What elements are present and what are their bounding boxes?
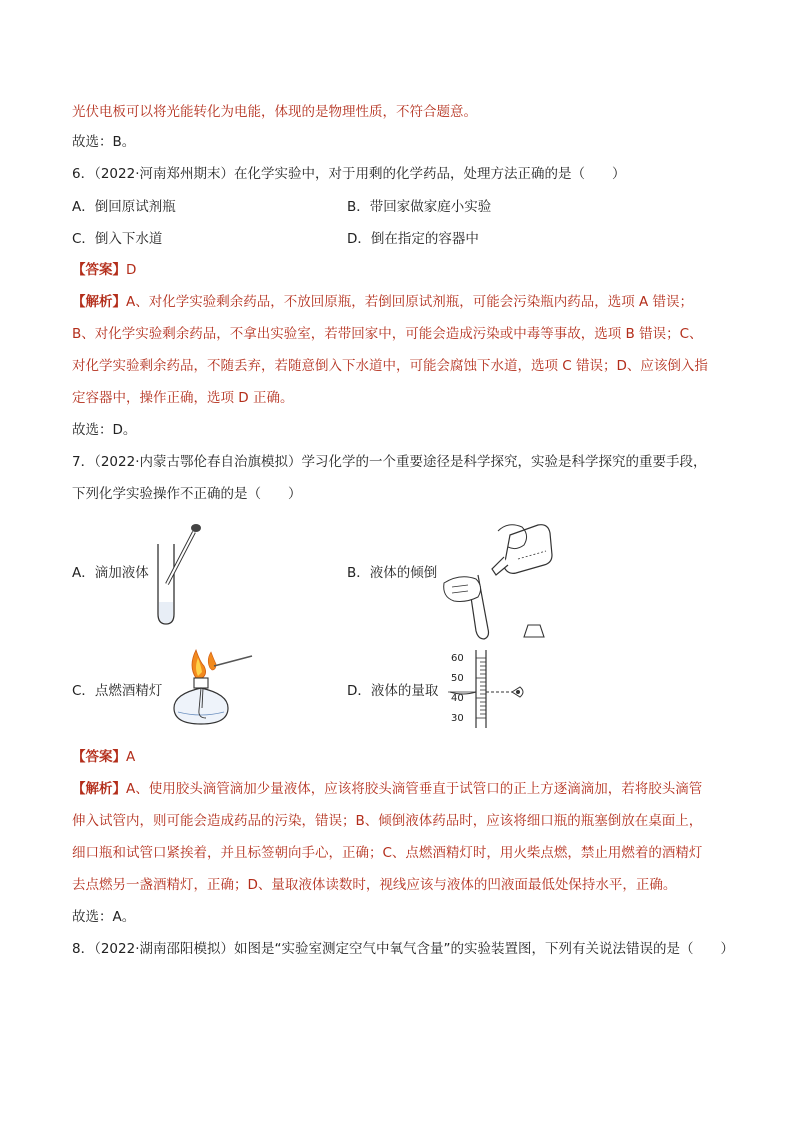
q7-analysis-line-3: 细口瓶和试管口紧挨着，并且标签朝向手心，正确；C、点燃酒精灯时，用火柴点燃，禁止用燃着的酒精灯	[72, 845, 703, 861]
prev-analysis-line: 光伏电板可以将光能转化为电能，体现的是物理性质，不符合题意。	[72, 104, 477, 120]
q6-option-c: C．倒入下水道	[72, 231, 163, 247]
q6-analysis-text-1: A、对化学实验剩余药品，不放回原瓶，若倒回原试剂瓶，可能会污染瓶内药品，选项 A 错误；	[126, 294, 694, 310]
q7-choose: 故选：A。	[72, 909, 136, 925]
q6-analysis-label: 【解析】	[72, 294, 126, 310]
q6-option-a: A．倒回原试剂瓶	[72, 199, 176, 215]
q6-analysis-line-3: 对化学实验剩余药品，不随丢弃，若随意倒入下水道中，可能会腐蚀下水道，选项 C 错误；D、应该倒入指	[72, 358, 708, 374]
q7-stem-line-2: 下列化学实验操作不正确的是（ ）	[72, 486, 302, 502]
q7-answer-label: 【答案】	[72, 749, 126, 765]
q6-option-d: D．倒在指定的容器中	[347, 231, 479, 247]
prev-choose: 故选：B。	[72, 134, 136, 150]
q7-analysis-line-1	[72, 779, 702, 799]
cylinder-tick-40: 40	[451, 693, 464, 704]
q6-answer	[72, 260, 136, 280]
q7-analysis-text-1: A、使用胶头滴管滴加少量液体，应该将胶头滴管垂直于试管口的正上方逐滴滴加，若将胶头滴管	[126, 781, 703, 797]
q6-choose: 故选：D。	[72, 422, 137, 438]
q6-stem: 6．（2022·河南郑州期末）在化学实验中，对于用剩的化学药品，处理方法正确的是（ ）	[72, 166, 626, 182]
pouring-liquid-figure	[438, 517, 553, 645]
q7-answer	[72, 747, 135, 767]
q7-analysis-line-4: 去点燃另一盏酒精灯，正确；D、量取液体读数时，视线应该与液体的凹液面最低处保持水平，正确。	[72, 877, 677, 893]
q7-analysis-label: 【解析】	[72, 781, 126, 797]
q7-option-d: D．液体的量取	[347, 683, 439, 699]
q7-answer-value: A	[126, 749, 136, 765]
q7-analysis-line-2: 伸入试管内，则可能会造成药品的污染，错误；B、倾倒液体药品时，应该将细口瓶的瓶塞倒放在桌面上，	[72, 813, 703, 829]
q7-option-a: A．滴加液体	[72, 565, 149, 581]
q7-option-c: C．点燃酒精灯	[72, 683, 163, 699]
cylinder-tick-30: 30	[451, 713, 464, 724]
q8-stem: 8．（2022·湖南邵阳模拟）如图是“实验室测定空气中氧气含量”的实验装置图，下列有关说法错误的是（ ）	[72, 941, 734, 957]
alcohol-lamp-figure	[168, 648, 258, 728]
graduated-cylinder-figure	[446, 650, 536, 730]
q6-analysis-line-1	[72, 292, 693, 312]
cylinder-tick-50: 50	[451, 673, 464, 684]
q6-option-b: B．带回家做家庭小实验	[347, 199, 492, 215]
q6-answer-label: 【答案】	[72, 262, 126, 278]
q6-analysis-line-2: B、对化学实验剩余药品，不拿出实验室，若带回家中，可能会造成污染或中毒等事故，选项 B 错误；C、	[72, 326, 703, 342]
q6-analysis-line-4: 定容器中，操作正确，选项 D 正确。	[72, 390, 294, 406]
cylinder-tick-60: 60	[451, 653, 464, 664]
dropper-in-tube-figure	[150, 524, 210, 629]
q7-option-b: B．液体的倾倒	[347, 565, 438, 581]
q6-answer-value: D	[126, 262, 137, 278]
q7-stem-line-1: 7．（2022·内蒙古鄂伦春自治旗模拟）学习化学的一个重要途径是科学探究，实验是科学探究的重要手段，	[72, 454, 707, 470]
